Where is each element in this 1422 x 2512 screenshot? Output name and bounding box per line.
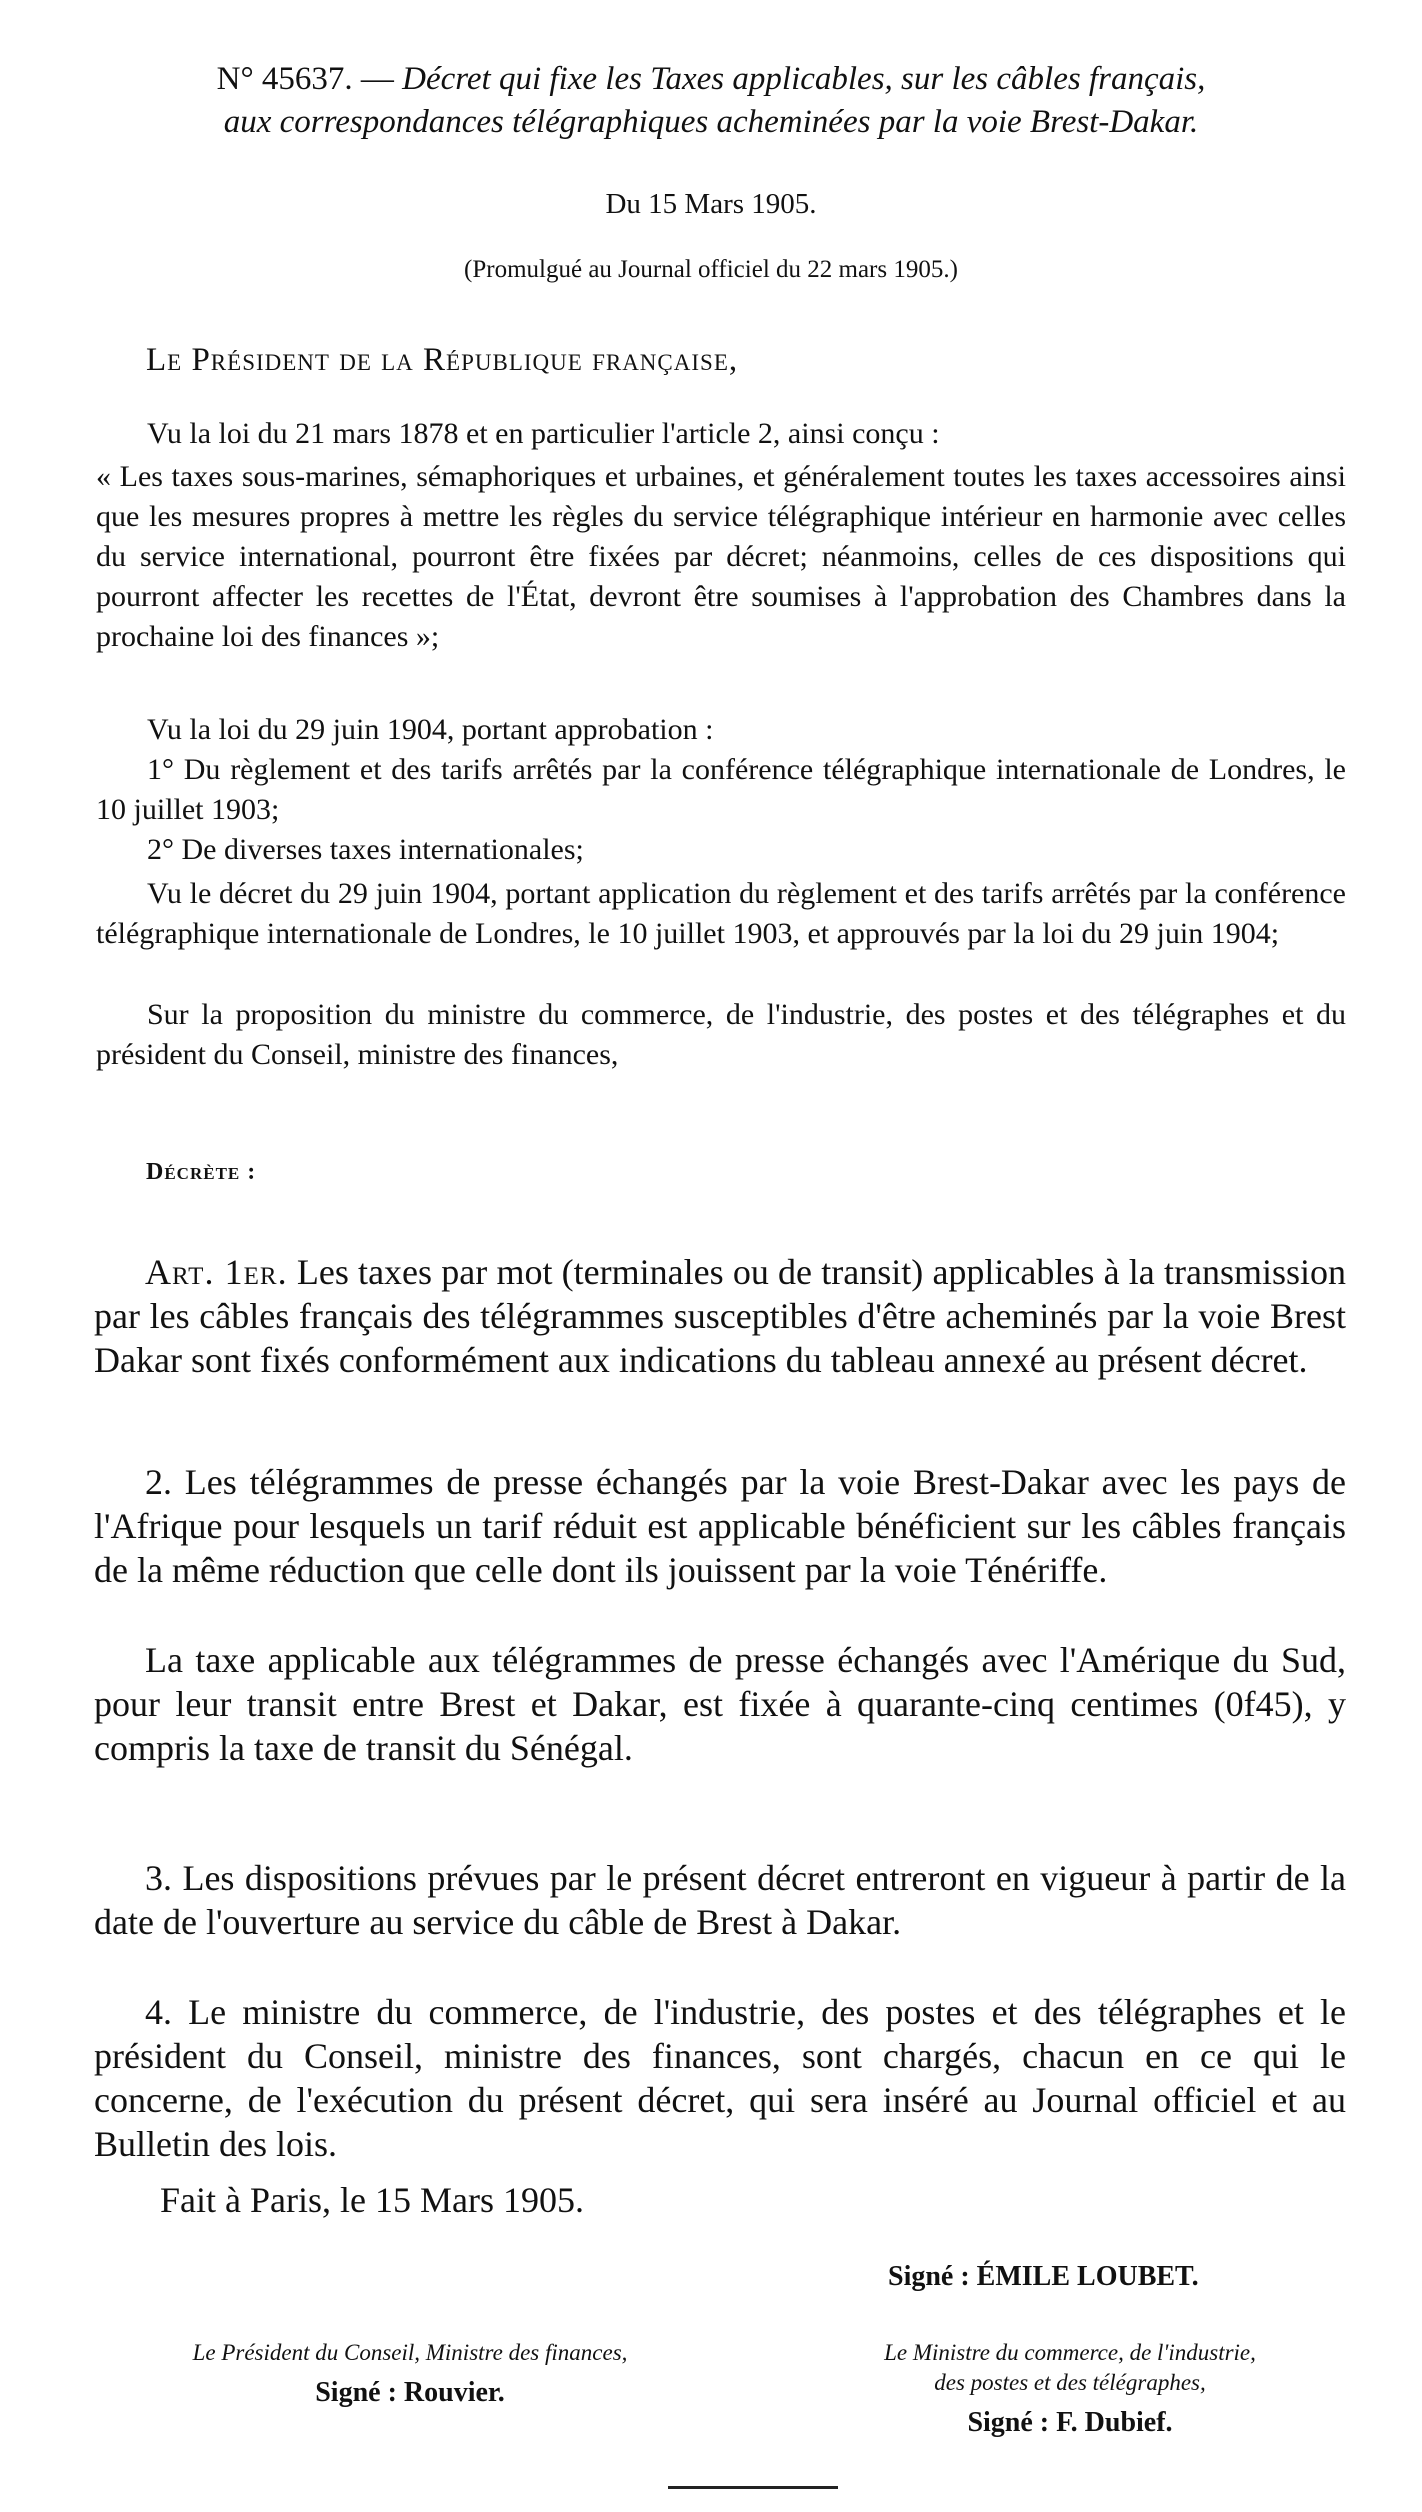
article-2-paragraph-2: La taxe applicable aux télégrammes de presse échangés avec l'Amérique du Sud, pour leur transit entre Brest et Dakar, est fixée à quarante-cinq centimes (0f45), y compris la taxe de transit du Sénégal. bbox=[94, 1640, 1346, 1768]
sur-proposition: Sur la proposition du ministre du commerce, de l'industrie, des postes et des télégraphes et du président du Conseil, ministre des finances, bbox=[96, 998, 1346, 1071]
decree-number: N° 45637. — bbox=[216, 61, 394, 97]
fait-a-paris: Fait à Paris, le 15 Mars 1905. bbox=[160, 2180, 584, 2220]
signatory-left bbox=[90, 2338, 730, 2408]
article-2: 2. Les télégrammes de presse échangés par la voie Brest-Dakar avec les pays de l'Afrique pour lesquels un tarif réduit est applicable bénéficient sur les câbles français de la même réduction que celle dont ils jouissent par la voie Ténériffe. bbox=[94, 1462, 1346, 1590]
decree-date: Du 15 Mars 1905. bbox=[605, 188, 817, 220]
signatory-right-title-1: Le Ministre du commerce, de l'industrie, bbox=[884, 2340, 1256, 2365]
article-1 bbox=[94, 1250, 1346, 1382]
approval-item-1: 1° Du règlement et des tarifs arrêtés par la conférence télégraphique internationale de Londres, le 10 juillet 1903; bbox=[96, 753, 1346, 826]
article-3: 3. Les dispositions prévues par le présent décret entreront en vigueur à partir de la date de l'ouverture au service du câble de Brest à Dakar. bbox=[94, 1858, 1346, 1942]
header-line-1 bbox=[80, 58, 1342, 101]
vu-decret-1904: Vu le décret du 29 juin 1904, portant application du règlement et des tarifs arrêtés par la conférence télégraphique internationale de Londres, le 10 juillet 1903, et approuvés par la loi du 29 juin 1904; bbox=[96, 877, 1346, 950]
signatory-right-name: Signé : F. Dubief. bbox=[967, 2407, 1173, 2438]
decree-title-line-2: aux correspondances télégraphiques acheminées par la voie Brest-Dakar. bbox=[223, 104, 1199, 140]
vu-loi-1904: Vu la loi du 29 juin 1904, portant approbation : bbox=[147, 713, 714, 746]
decrete-label: Décrète : bbox=[146, 1159, 257, 1185]
approval-items bbox=[96, 750, 1346, 870]
decree-header bbox=[80, 58, 1342, 144]
president-heading: Le Président de la République française, bbox=[146, 342, 739, 378]
vu-loi-1878: Vu la loi du 21 mars 1878 et en particulier l'article 2, ainsi conçu : bbox=[147, 417, 940, 450]
promulgation-note: (Promulgué au Journal officiel du 22 mars 1905.) bbox=[464, 256, 958, 283]
signature-president: Signé : ÉMILE LOUBET. bbox=[888, 2261, 1199, 2292]
signatory-left-name: Signé : Rouvier. bbox=[315, 2377, 505, 2408]
approval-item-2: 2° De diverses taxes internationales; bbox=[147, 833, 584, 866]
article-4: 4. Le ministre du commerce, de l'industrie, des postes et des télégraphes et le président du Conseil, ministre des finances, sont chargés, chacun en ce qui le concerne, de l'exécution du présent décret, qui sera inséré au Journal officiel et au Bulletin des lois. bbox=[94, 1992, 1346, 2164]
bottom-rule bbox=[668, 2486, 838, 2489]
article-1-label: Art. 1er. bbox=[145, 1252, 288, 1292]
signatory-right bbox=[770, 2338, 1370, 2438]
signatory-left-title: Le Président du Conseil, Ministre des finances, bbox=[192, 2340, 628, 2365]
article-1-text: Les taxes par mot (terminales ou de transit) applicables à la transmission par les câbles français des télégrammes susceptibles d'être acheminés par la voie Brest Dakar sont fixés conformément aux indications du tableau annexé au présent décret. bbox=[94, 1252, 1347, 1380]
signatory-right-title-2: des postes et des télégraphes, bbox=[934, 2370, 1206, 2395]
quoted-article: « Les taxes sous-marines, sémaphoriques et urbaines, et généralement toutes les taxes accessoires ainsi que les mesures propres à mettre les règles du service télégraphique intérieur en harmonie avec celles du service international, pourront être fixées par décret; néanmoins, celles de ces dispositions qui pourront affecter les recettes de l'État, devront être soumises à l'approbation des Chambres dans la prochaine loi des finances »; bbox=[96, 460, 1346, 653]
decree-title-line-1: Décret qui fixe les Taxes applicables, sur les câbles français, bbox=[402, 61, 1206, 97]
